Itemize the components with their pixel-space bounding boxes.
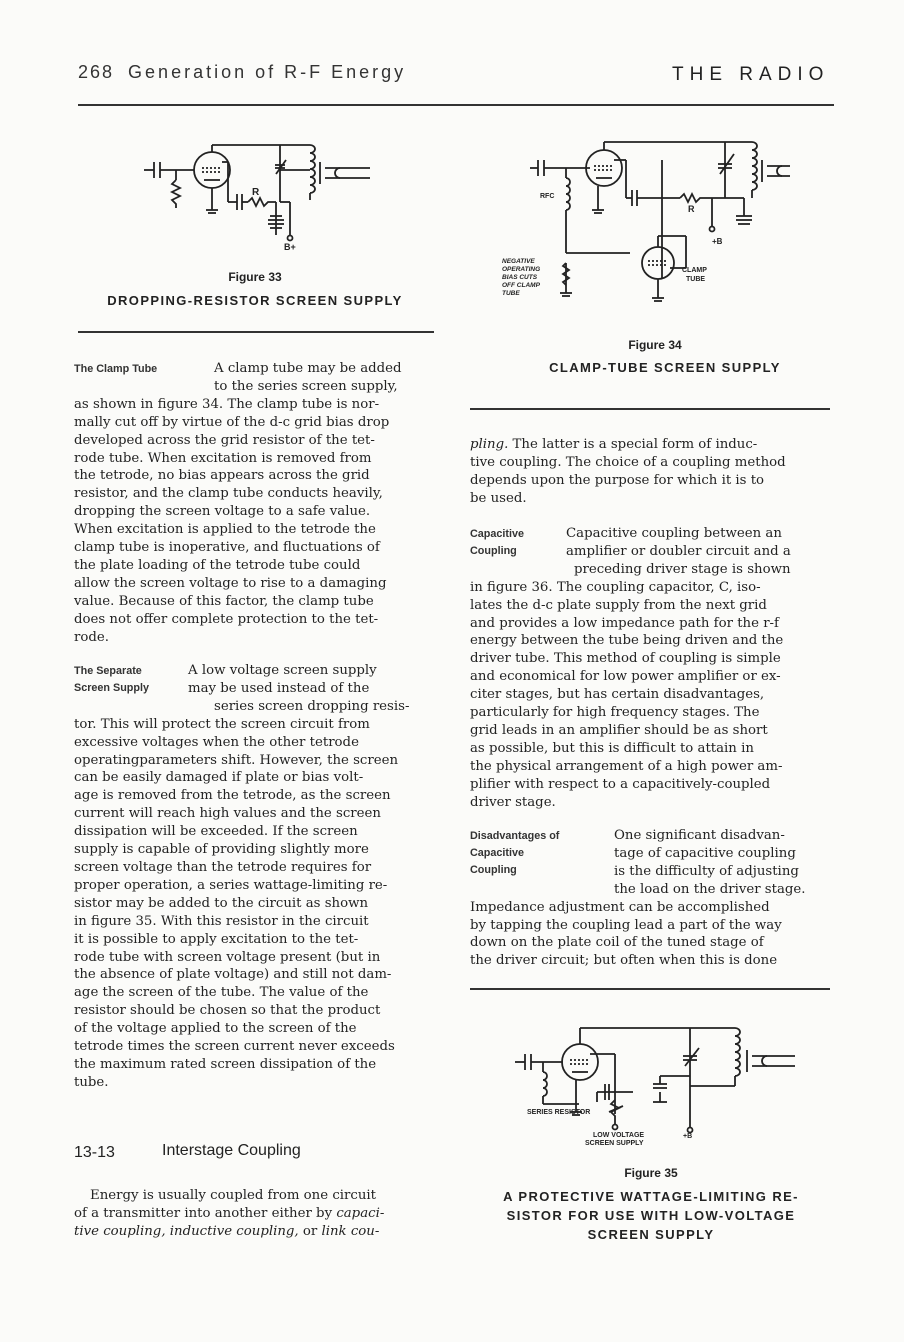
text-line: proper operation, a series wattage-limiting re- [74, 877, 388, 893]
figure-34-schematic [490, 118, 790, 318]
text-line: resistor should be chosen so that the product [74, 1003, 381, 1019]
text-line: series screen dropping resis- [214, 698, 410, 714]
fig34-note-1: NEGATIVE [502, 258, 535, 265]
text-line: depends upon the purpose for which it is to [470, 472, 765, 488]
fig33-label-bplus: B+ [284, 242, 296, 252]
disadvantages-paragraph [470, 827, 832, 970]
text-line: the physical arrangement of a high power am- [470, 758, 783, 774]
clamp-tube-paragraph [74, 360, 434, 647]
side-head-line: Capacitive [470, 847, 525, 859]
text-line: and provides a low impedance path for the r-f [470, 615, 779, 631]
pling-paragraph [470, 436, 830, 508]
text-line: can be easily damaged if plate or bias volt- [74, 770, 364, 786]
figure-35-title [470, 1187, 832, 1244]
text-line: the plate loading of the tetrode tube could [74, 557, 361, 573]
text-line: driver tube. This method of coupling is simple [470, 651, 781, 667]
text-line: and economical for low power amplifier or ex- [470, 669, 781, 685]
figure-34-rule [470, 408, 830, 410]
figure-35-schematic [505, 1012, 805, 1147]
fig35-label-series: SERIES RESISTOR [527, 1109, 591, 1116]
fig35-label-bplus: +B [683, 1133, 693, 1140]
text-line: dissipation will be exceeded. If the screen [74, 824, 358, 840]
text-line: A clamp tube may be added [214, 361, 402, 376]
text-run-italic: tive coupling, inductive coupling, [74, 1223, 299, 1239]
text-line: may be used instead of the [188, 680, 370, 696]
text-line: energy between the tube being driven and the [470, 633, 784, 649]
section-number: 13-13 [74, 1144, 115, 1161]
fig35-label-low1: LOW VOLTAGE [593, 1132, 645, 1139]
side-head-line: Coupling [470, 545, 517, 557]
text-line: tage of capacitive coupling [614, 845, 796, 861]
text-line: as shown in figure 34. The clamp tube is nor- [74, 396, 380, 412]
text-line: A low voltage screen supply [188, 663, 377, 678]
text-line [74, 1205, 434, 1223]
text-line: of the voltage applied to the screen of the [74, 1021, 357, 1037]
running-title: Generation of R-F Energy [128, 62, 407, 82]
side-head-line: Capacitive [470, 528, 525, 540]
text-line: operatingparameters shift. However, the screen [74, 752, 399, 768]
fig34-note-4: OFF CLAMP [502, 282, 540, 289]
capacitive-coupling-paragraph [470, 525, 832, 812]
page-number: 268 [78, 62, 115, 82]
text-line: the tetrode, no bias appears across the grid [74, 468, 370, 484]
fig34-note-3: BIAS CUTS [502, 274, 538, 281]
text-line: does not offer complete protection to the tet- [74, 611, 379, 627]
figure-33-number: Figure 33 [228, 270, 282, 284]
fig34-label-tube: TUBE [686, 276, 706, 283]
text-line: the driver circuit; but often when this is done [470, 953, 778, 969]
side-head-line: Screen Supply [74, 682, 150, 694]
side-head-line: Disadvantages of [470, 830, 560, 842]
fig34-label-bplus: +B [712, 237, 723, 246]
text-line [470, 436, 830, 454]
interstage-paragraph [74, 1187, 434, 1241]
text-run: or [298, 1223, 322, 1239]
text-line: excessive voltages when the other tetrode [74, 734, 359, 750]
text-line: in figure 35. With this resistor in the circuit [74, 913, 369, 929]
text-line: is the difficulty of adjusting [614, 863, 799, 879]
fig35-label-low2: SCREEN SUPPLY [585, 1140, 644, 1147]
text-line: tor. This will protect the screen circuit from [74, 716, 370, 732]
text-line: resistor, and the clamp tube conducts heavily, [74, 486, 383, 502]
text-run-italic: pling. [470, 437, 509, 452]
text-line: rode tube. When excitation is removed from [74, 450, 372, 466]
figure-35-title-line: A PROTECTIVE WATTAGE-LIMITING RE- [503, 1189, 799, 1204]
text-line: mally cut off by virtue of the d-c grid bias drop [74, 414, 390, 430]
text-line: to the series screen supply, [214, 378, 398, 394]
text-line: clamp tube is inoperative, and fluctuations of [74, 540, 380, 556]
text-line: sistor may be added to the circuit as shown [74, 895, 369, 911]
text-line: citer stages, but has certain disadvantages, [470, 687, 765, 703]
text-line: allow the screen voltage to rise to a damaging [74, 575, 387, 591]
fig34-note-2: OPERATING [502, 266, 541, 273]
text-line: lates the d-c plate supply from the next grid [470, 597, 767, 613]
text-line: value. Because of this factor, the clamp tube [74, 593, 374, 609]
text-line: Impedance adjustment can be accomplished [470, 899, 770, 915]
text-line: the maximum rated screen dissipation of the [74, 1056, 377, 1072]
figure-35-title-line: SISTOR FOR USE WITH LOW-VOLTAGE [506, 1208, 796, 1223]
text-line: supply is capable of providing slightly more [74, 842, 369, 858]
text-line: driver stage. [470, 794, 556, 810]
figure-33-title: DROPPING-RESISTOR SCREEN SUPPLY [107, 293, 403, 308]
text-line: preceding driver stage is shown [574, 561, 791, 577]
fig34-label-r: R [688, 204, 695, 214]
fig33-label-r: R [252, 187, 260, 198]
text-line: age is removed from the tetrode, as the screen [74, 788, 391, 804]
text-line: plifier with respect to a capacitively-coupled [470, 776, 771, 792]
text-line [74, 1223, 434, 1241]
side-head-line: The Separate [74, 665, 142, 677]
fig34-note-5: TUBE [502, 290, 520, 297]
running-header [78, 62, 406, 83]
text-run-italic: capaci- [336, 1205, 385, 1221]
text-line: current will reach high values and the screen [74, 806, 381, 822]
text-line: developed across the grid resistor of the tet- [74, 432, 375, 448]
text-line: particularly for high frequency stages. The [470, 705, 760, 721]
text-line: When excitation is applied to the tetrode the [74, 522, 376, 538]
text-line: age the screen of the tube. The value of the [74, 985, 369, 1001]
figure-35-top-rule [470, 988, 830, 990]
text-line: rode tube with screen voltage present (but in [74, 949, 381, 965]
figure-33-schematic [130, 140, 380, 255]
text-line: dropping the screen voltage to a safe value. [74, 504, 371, 520]
figure-34-title: CLAMP-TUBE SCREEN SUPPLY [549, 360, 781, 375]
separate-supply-paragraph [74, 662, 434, 1092]
side-head-line: Coupling [470, 864, 517, 876]
text-line: the absence of plate voltage) and still not dam- [74, 967, 392, 983]
text-line: the load on the driver stage. [614, 881, 806, 897]
text-line: tube. [74, 1074, 109, 1090]
fig34-label-clamp: CLAMP [682, 267, 707, 274]
text-line: as possible, but this is difficult to attain in [470, 740, 754, 756]
text-line: tive coupling. The choice of a coupling method [470, 454, 786, 470]
book-title: THE RADIO [672, 64, 830, 85]
fig34-label-rfc: RFC [540, 193, 555, 200]
figure-34-number: Figure 34 [628, 338, 682, 352]
text-line: in figure 36. The coupling capacitor, C, iso- [470, 579, 761, 595]
side-head-clamp-tube: The Clamp Tube [74, 363, 158, 375]
text-line: be used. [470, 490, 527, 506]
text-line: Capacitive coupling between an [566, 526, 782, 541]
text-line: screen voltage than the tetrode requires for [74, 859, 372, 875]
text-line: tetrode times the screen current never exceeds [74, 1039, 395, 1055]
text-line: by tapping the coupling lead a part of the way [470, 917, 782, 933]
header-rule [78, 104, 834, 106]
text-run-italic: link cou- [321, 1223, 380, 1239]
text-line: rode. [74, 629, 109, 645]
text-run: The latter is a special form of induc- [508, 437, 758, 452]
figure-35-number: Figure 35 [624, 1166, 678, 1180]
text-line: it is possible to apply excitation to the tet- [74, 931, 359, 947]
section-title: Interstage Coupling [162, 1142, 301, 1159]
text-line: Energy is usually coupled from one circuit [90, 1188, 377, 1203]
figure-33-rule [78, 331, 434, 333]
text-line: One significant disadvan- [614, 828, 785, 843]
text-run: of a transmitter into another either by [74, 1205, 337, 1221]
text-line: grid leads in an amplifier should be as short [470, 722, 768, 738]
figure-35-title-line: SCREEN SUPPLY [587, 1227, 715, 1242]
text-line: amplifier or doubler circuit and a [566, 543, 791, 559]
text-line: down on the plate coil of the tuned stage of [470, 935, 764, 951]
